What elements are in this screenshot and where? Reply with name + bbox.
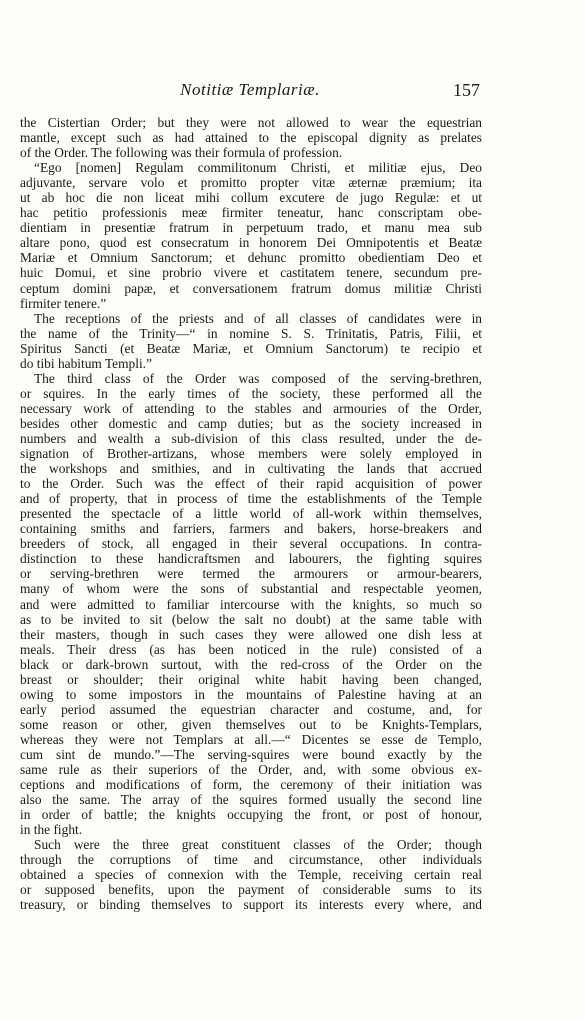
text-line: the workshops and smithies, and in cultivating the lands that accrued [20, 461, 482, 477]
text-line: many of whom were the sons of substantial and respectable yeomen, [20, 581, 482, 597]
text-line: black or dark-brown surtout, with the red-cross of the Order on the [20, 656, 482, 672]
page-header [20, 80, 480, 104]
text-line: cum sint de mundo.”—The serving-squires were bound exactly by the [20, 746, 482, 762]
text-line: the Cistertian Order; but they were not allowed to wear the equestrian [20, 115, 482, 130]
text-line: same rule as their superiors of the Order, and, with some obvious ex- [20, 762, 482, 778]
text-line: Such were the three great constituent classes of the Order; though [34, 837, 482, 853]
text-line: Mariæ et Omnium Sanctorum; et dehunc promitto obedientiam Deo et [20, 250, 482, 266]
text-line: ceptions and modifications of form, the ceremony of their initiation was [20, 777, 482, 793]
text-line: adjuvante, servare volo et promitto propter vitæ æternæ præmium; ita [20, 175, 482, 191]
text-line: to the Order. Such was the effect of their rapid acquisition of power [20, 476, 482, 492]
text-line: of the Order. The following was their formula of profession. [20, 145, 343, 161]
text-line: owing to some impostors in the mountains of Palestine having at an [20, 686, 482, 702]
text-line: or supposed benefits, upon the payment of considerable sums to its [20, 882, 482, 898]
text-line: presented the spectacle of a little world of all-work within themselves, [20, 506, 482, 522]
text-line: distinction to these handicraftsmen and labourers, the fighting squires [20, 551, 482, 567]
text-line: besides other domestic and camp duties; but as the society increased in [20, 415, 482, 431]
text-line: obtained a species of connexion with the Temple, receiving certain real [20, 867, 482, 883]
text-line: “Ego [nomen] Regulam commilitonum Christi, et militiæ ejus, Deo [34, 160, 482, 176]
text-line: also the same. The array of the squires formed usually the second line [20, 792, 482, 808]
text-line: in the fight. [20, 822, 83, 838]
text-line: and were admitted to familiar intercourse with the knights, so much so [20, 596, 482, 612]
text-line: containing smiths and farriers, farmers and bakers, horse-breakers and [20, 521, 482, 537]
text-line: huic Domui, et sine probrio vivere et castitatem tenere, secundum pre- [20, 265, 482, 281]
text-line: firmiter tenere.” [20, 295, 107, 311]
text-line: treasury, or binding themselves to support its interests every where, and [20, 897, 482, 913]
text-line: altare pono, quod est consecratum in honorem Dei Omnipotentis et Beatæ [20, 235, 482, 251]
text-line: and of property, that in process of time the establishments of the Temple [20, 491, 482, 507]
page-number: 157 [453, 80, 480, 100]
running-title: Notitiæ Templariæ. [180, 80, 320, 99]
text-line: breeders of stock, all engaged in their several occupations. In contra- [20, 536, 482, 552]
text-line: as to be invited to sit (below the salt no doubt) at the same table with [20, 611, 482, 627]
text-line: the name of the Trinity—“ in nomine S. S. Trinitatis, Patris, Filii, et [20, 325, 482, 341]
text-line: hac petitio professionis meæ firmiter teneatur, hanc conscriptam obe- [20, 205, 482, 221]
text-line: ceptum domini papæ, et conversationem fratrum domus militiæ Christi [20, 280, 482, 296]
text-line: signation of Brother-artizans, whose members were solely employed in [20, 446, 482, 462]
text-line: mantle, except such as had attained to the episcopal dignity as prelates [20, 130, 482, 146]
text-line: in order of battle; the knights occupying the front, or post of honour, [20, 807, 482, 823]
text-line: dientiam in presentiæ fratrum in perpetuum trado, et manu mea sub [20, 220, 482, 236]
body-text [20, 115, 482, 912]
text-line: breast or shoulder; their original white habit having been changed, [20, 671, 482, 687]
text-line: necessary work of attending to the stables and armouries of the Order, [20, 400, 482, 416]
text-line: through the corruptions of time and circumstance, other individuals [20, 852, 482, 868]
text-line: The receptions of the priests and of all classes of candidates were in [34, 310, 482, 326]
text-line: ut ab hoc die non liceat mihi collum excutere de jugo Regulæ: et ut [20, 190, 482, 206]
text-line: or squires. In the early times of the society, these performed all the [20, 385, 482, 401]
text-line: numbers and wealth a sub-division of this class resulted, under the de- [20, 430, 482, 446]
text-line: or serving-brethren were termed the armourers or armour-bearers, [20, 566, 482, 582]
text-line: their masters, though in such cases they were allowed one dish less at [20, 626, 482, 642]
text-line: early period assumed the equestrian character and costume, and, for [20, 701, 482, 717]
text-line: Spiritus Sancti (et Beatæ Mariæ, et Omnium Sanctorum) te recipio et [20, 340, 482, 356]
text-line: some reason or other, given themselves out to be Knights-Templars, [20, 716, 482, 732]
text-line: whereas they were not Templars at all.—“ Dicentes se esse de Templo, [20, 731, 482, 747]
text-line: meals. Their dress (as has been noticed in the rule) consisted of a [20, 641, 482, 657]
text-line: do tibi habitum Templi.” [20, 355, 152, 371]
text-line: The third class of the Order was composed of the serving-brethren, [34, 370, 482, 386]
